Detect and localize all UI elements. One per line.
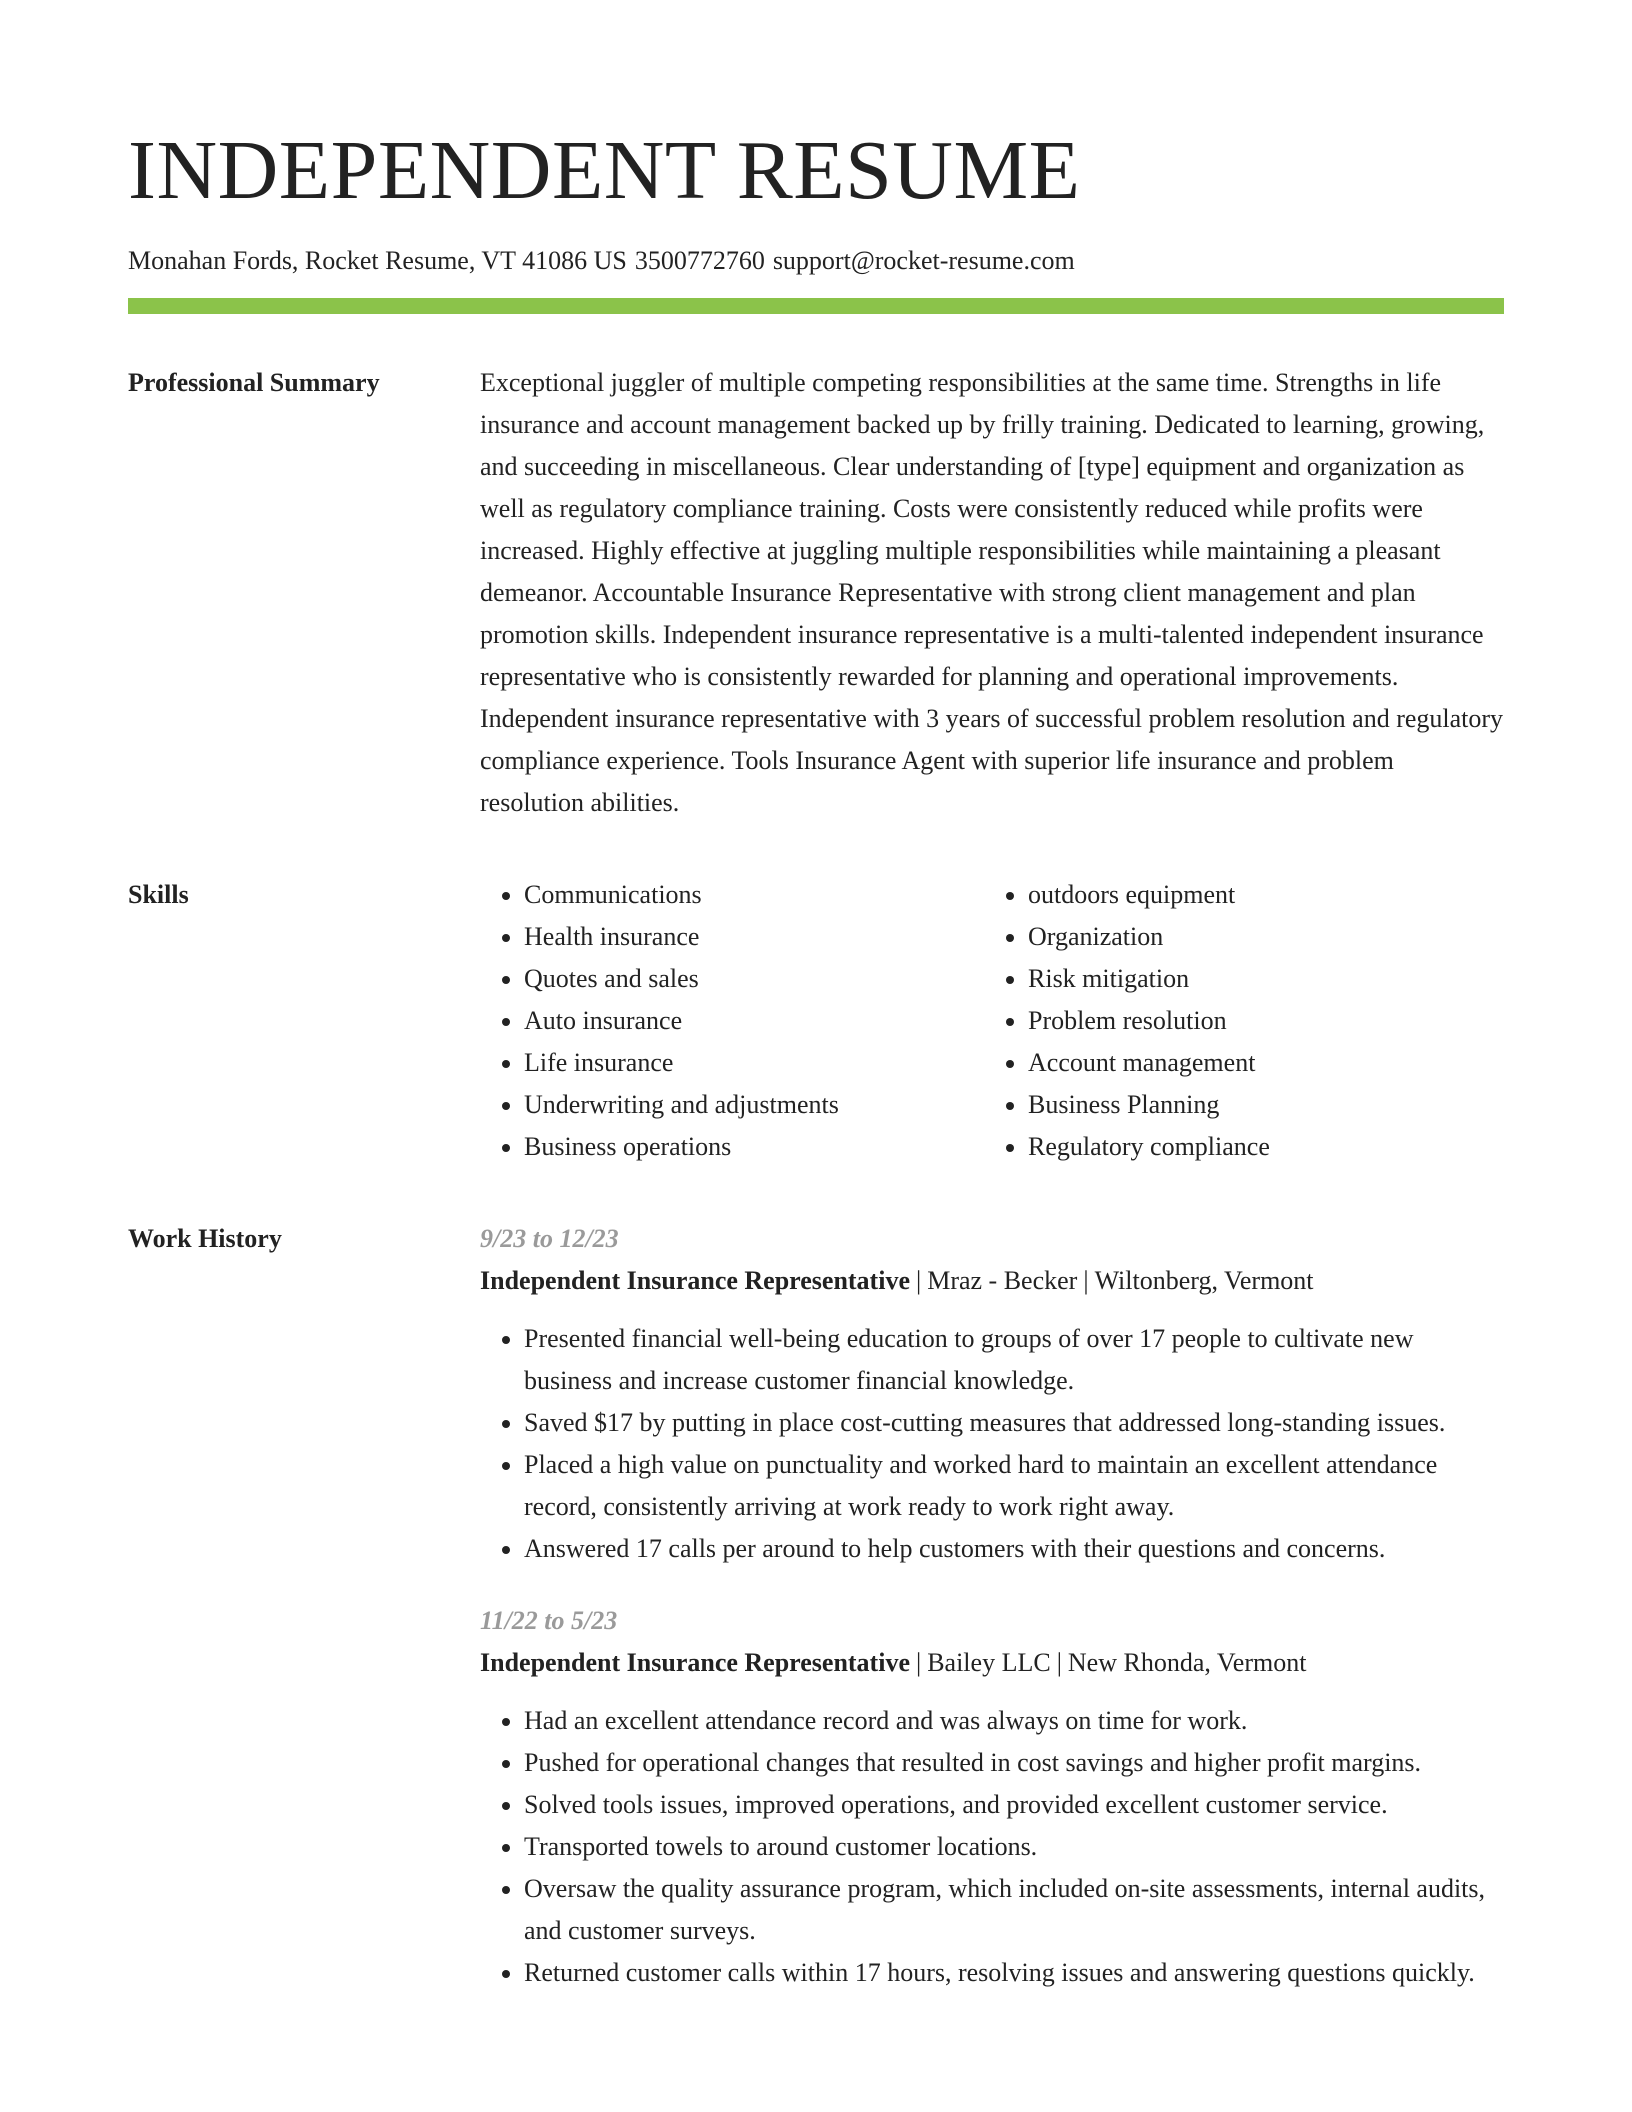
job-entry xyxy=(480,1218,1504,1570)
skill-item: • Risk mitigation xyxy=(1028,958,1488,1000)
jobs-list xyxy=(480,1218,1504,2024)
section-heading: Professional Summary xyxy=(128,368,380,397)
list-item: • Had an excellent attendance record and was always on time for work. xyxy=(524,1700,1504,1742)
job-bullets xyxy=(480,1700,1504,1994)
list-item: • Answered 17 calls per around to help customers with their questions and concerns. xyxy=(524,1528,1504,1570)
skill-item: • Quotes and sales xyxy=(524,958,984,1000)
section-body xyxy=(480,362,1504,824)
resume-header xyxy=(128,118,1504,314)
job-location: New Rhonda, Vermont xyxy=(1067,1648,1307,1677)
skill-item: • Underwriting and adjustments xyxy=(524,1084,984,1126)
job-title-line xyxy=(480,1260,1504,1302)
job-dates: 11/22 to 5/23 xyxy=(480,1606,618,1635)
list-item: • Oversaw the quality assurance program, which included on-site assessments, internal audits, and customer surveys. xyxy=(524,1868,1504,1952)
section-heading: Skills xyxy=(128,880,189,909)
contact-email: support@rocket-resume.com xyxy=(772,246,1075,275)
work-history-section xyxy=(128,1218,1504,2024)
skill-item: • Account management xyxy=(1028,1042,1488,1084)
job-title: Independent Insurance Representative xyxy=(480,1266,910,1295)
list-item: • Solved tools issues, improved operations, and provided excellent customer service. xyxy=(524,1784,1504,1826)
skill-item: • Life insurance xyxy=(524,1042,984,1084)
list-item: • Transported towels to around customer locations. xyxy=(524,1826,1504,1868)
skills-list-left xyxy=(480,874,984,1168)
page-title: INDEPENDENT RESUME xyxy=(128,124,1081,217)
separator: | xyxy=(915,1648,922,1677)
separator: | xyxy=(1056,1648,1062,1677)
skill-item: • Organization xyxy=(1028,916,1488,958)
skill-item: • Auto insurance xyxy=(524,1000,984,1042)
skills-section xyxy=(128,874,1504,1168)
job-entry xyxy=(480,1600,1504,1994)
skill-item: • Health insurance xyxy=(524,916,984,958)
skill-item: • Communications xyxy=(524,874,984,916)
skills-list-right xyxy=(984,874,1488,1168)
job-dates: 9/23 to 12/23 xyxy=(480,1224,619,1253)
job-title: Independent Insurance Representative xyxy=(480,1648,910,1677)
job-company: Bailey LLC xyxy=(927,1648,1051,1677)
contact-phone: 3500772760 xyxy=(634,246,765,275)
summary-section xyxy=(128,362,1504,824)
skill-item: • Business operations xyxy=(524,1126,984,1168)
skill-item: • outdoors equipment xyxy=(1028,874,1488,916)
job-company: Mraz - Becker xyxy=(927,1266,1078,1295)
list-item: • Placed a high value on punctuality and worked hard to maintain an excellent attendance record, consistently arriving at work ready to work right away. xyxy=(524,1444,1504,1528)
list-item: • Returned customer calls within 17 hours, resolving issues and answering questions quickly. xyxy=(524,1952,1504,1994)
summary-text: Exceptional juggler of multiple competing responsibilities at the same time. Strengths in life insurance and account management backed up by frilly training. Dedicated to learning, growing, and succeeding in miscellaneous. Clear understanding of [type] equipment and organization as well as regulatory compliance training. Costs were consistently reduced while profits were increased. Highly effective at juggling multiple responsibilities while maintaining a pleasant demeanor. Accountable Insurance Representative with strong client management and plan promotion skills. Independent insurance representative is a multi-talented independent insurance representative who is consistently rewarded for planning and operational improvements. Independent insurance representative with 3 years of successful problem resolution and regulatory compliance experience. Tools Insurance Agent with superior life insurance and problem resolution abilities. xyxy=(480,368,1504,817)
list-item: • Presented financial well-being education to groups of over 17 people to cultivate new business and increase customer financial knowledge. xyxy=(524,1318,1504,1402)
header-divider xyxy=(128,298,1504,314)
skill-item: • Problem resolution xyxy=(1028,1000,1488,1042)
skill-item: • Business Planning xyxy=(1028,1084,1488,1126)
skill-item: • Regulatory compliance xyxy=(1028,1126,1488,1168)
list-item: • Saved $17 by putting in place cost-cutting measures that addressed long-standing issues. xyxy=(524,1402,1504,1444)
job-location: Wiltonberg, Vermont xyxy=(1094,1266,1314,1295)
section-heading: Work History xyxy=(128,1224,282,1253)
contact-info xyxy=(128,244,1504,278)
list-item: • Pushed for operational changes that resulted in cost savings and higher profit margins. xyxy=(524,1742,1504,1784)
separator: | xyxy=(915,1266,922,1295)
job-bullets xyxy=(480,1318,1504,1570)
separator: | xyxy=(1083,1266,1089,1295)
contact-address: Monahan Fords, Rocket Resume, VT 41086 US xyxy=(128,246,627,275)
job-title-line xyxy=(480,1642,1504,1684)
skills-columns xyxy=(480,874,1504,1168)
